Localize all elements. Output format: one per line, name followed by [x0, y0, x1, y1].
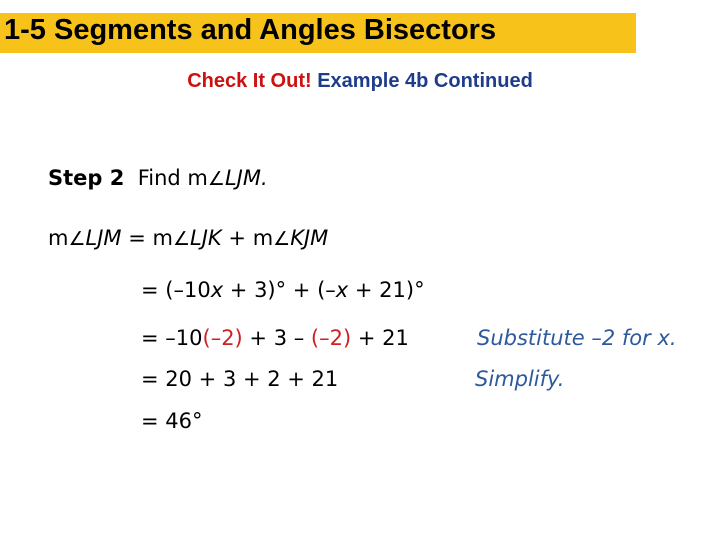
m-label: m [48, 226, 69, 250]
equation-line [48, 226, 328, 250]
rhs1-angle: LJK [190, 226, 222, 250]
angle-symbol: ∠ [207, 168, 225, 190]
angle-symbol: ∠ [273, 228, 291, 250]
angle-symbol: ∠ [68, 228, 86, 250]
step-2-line [48, 166, 268, 190]
subtitle-example: Example 4b Continued [317, 70, 533, 92]
expr-part: + 21 [351, 326, 409, 350]
slide-title: 1-5 Segments and Angles Bisectors [4, 14, 497, 46]
rhs2-angle: KJM [290, 226, 329, 250]
slide-subtitle [0, 70, 720, 93]
simplify-line: = 20 + 3 + 2 + 21 [141, 367, 339, 391]
expr-part: + 3 – [242, 326, 311, 350]
substituted-value: (–2) [310, 326, 352, 350]
simplify-note: Simplify. [475, 367, 565, 391]
substitute-line [141, 326, 409, 350]
expr-part: + 21)° [348, 278, 425, 302]
substituted-value: (–2) [202, 326, 243, 350]
equals-sign: = [128, 226, 146, 250]
subtitle-check-it-out: Check It Out! [187, 70, 312, 92]
step-text: Find m [137, 166, 208, 190]
angle-symbol: ∠ [172, 228, 191, 250]
expr-part: + 3)° + (– [223, 278, 336, 302]
variable-x: x [210, 278, 224, 302]
variable-x: x [335, 278, 349, 302]
expr-part: = (–10 [141, 278, 211, 302]
step-angle: LJM. [224, 166, 268, 190]
lhs-angle: LJM [85, 226, 122, 250]
plus-sign: + [228, 226, 246, 250]
expression-line [141, 278, 425, 302]
expr-part: = –10 [141, 326, 203, 350]
step-label: Step 2 [48, 166, 125, 190]
substitute-note: Substitute –2 for x. [477, 326, 677, 350]
m-label: m [152, 226, 173, 250]
result-line: = 46° [141, 409, 203, 433]
m-label: m [252, 226, 274, 250]
